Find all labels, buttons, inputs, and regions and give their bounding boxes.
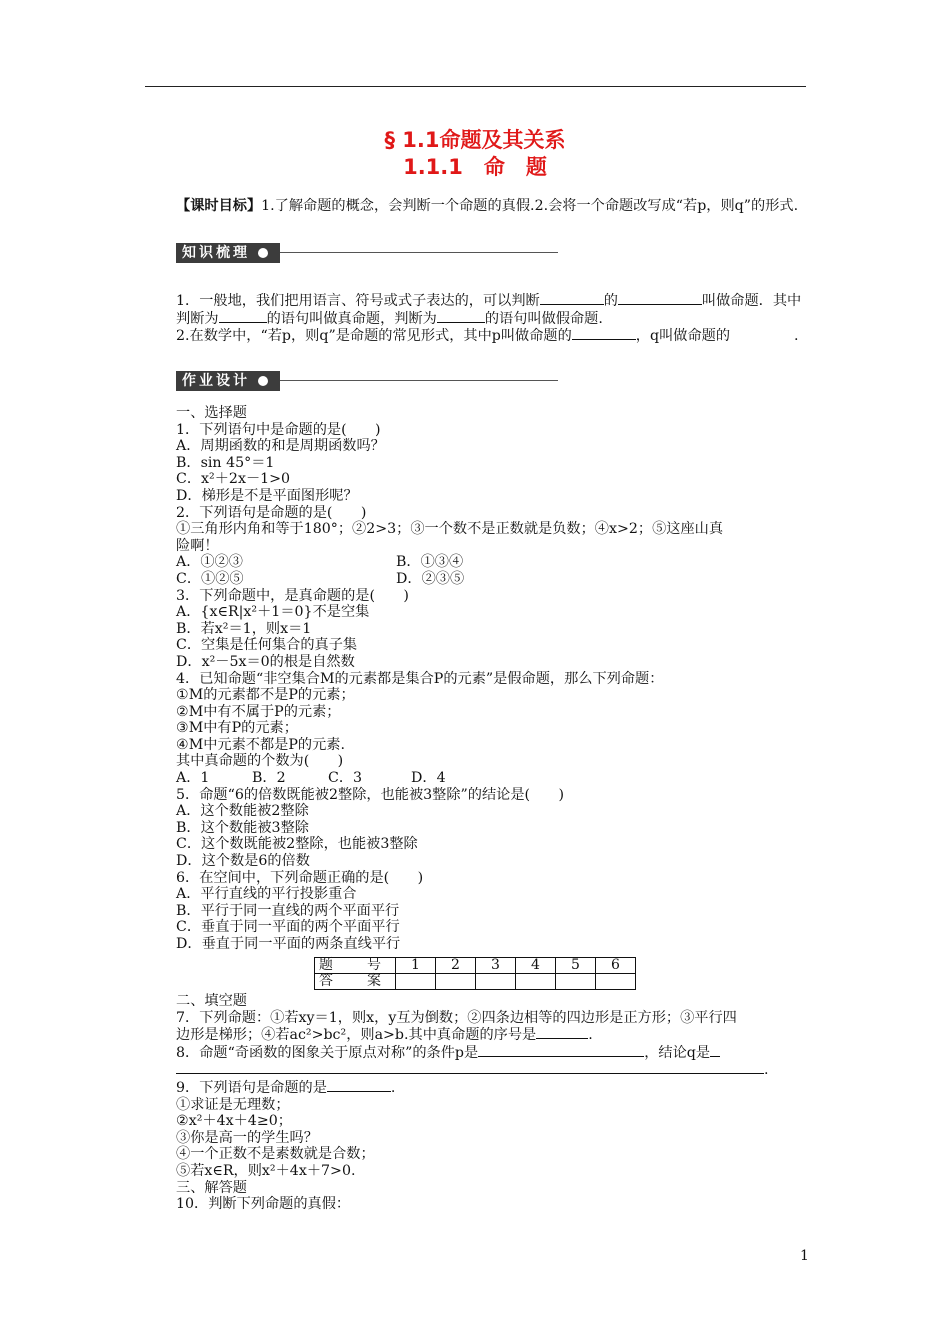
- answer-cell-2[interactable]: [436, 974, 476, 990]
- q2-option-c: C．①②⑤: [176, 570, 244, 587]
- section-heading-answer: 三、解答题: [176, 1179, 247, 1196]
- q2-option-b: B．①③④: [396, 554, 464, 571]
- q9-item-2: ②x²＋4x＋4≥0；: [176, 1113, 292, 1130]
- q9-end: .: [390, 1079, 396, 1096]
- table-cell-num: 5: [556, 958, 596, 974]
- k1-blank-1: [540, 292, 604, 305]
- table-cell-num: 3: [476, 958, 516, 974]
- q8-blank-q-start[interactable]: [710, 1044, 720, 1057]
- goal-label: 【课时目标】: [176, 198, 262, 214]
- k1-text-e: 的语句叫做假命题.: [484, 310, 603, 327]
- q7-line-2: 边形是梯形；④若ac²>bc²，则a>b.其中真命题的序号是: [176, 1027, 537, 1044]
- choice-section: [176, 405, 806, 953]
- q9-item-4: ④一个正数不是素数就是合数；: [176, 1146, 375, 1163]
- q7-end: .: [588, 1027, 593, 1044]
- q5-option-c: C．这个数既能被2整除，也能被3整除: [176, 836, 418, 853]
- page-title: § 1.1命题及其关系: [384, 128, 566, 152]
- q9-item-3: ③你是高一的学生吗？: [176, 1129, 318, 1146]
- answer-cell-6[interactable]: [596, 974, 636, 990]
- q6-option-a: A．平行直线的平行投影重合: [176, 886, 357, 903]
- k1-blank-3: [219, 310, 267, 323]
- lesson-goal: [176, 198, 806, 215]
- q1-option-b: B．sin 45°＝1: [176, 454, 275, 471]
- q3-option-b: B．若x²＝1，则x＝1: [176, 620, 312, 637]
- q10-stem: 10．判断下列命题的真假：: [176, 1196, 351, 1213]
- banner-line: [280, 252, 558, 253]
- table-row: [315, 958, 636, 974]
- q6-option-d: D．垂直于同一平面的两条直线平行: [176, 936, 401, 952]
- q6-stem: 6．在空间中，下列命题正确的是( ): [176, 869, 424, 886]
- q9-blank[interactable]: [327, 1079, 391, 1092]
- q7-blank[interactable]: [536, 1026, 588, 1039]
- table-header-answer: 答 案: [315, 974, 396, 990]
- q9-item-1: ①求证是无理数；: [176, 1096, 290, 1113]
- q4-option-c: C．3: [328, 770, 363, 787]
- k1-text-b: 的: [603, 293, 618, 309]
- q4-option-a: A．1: [176, 770, 210, 787]
- q4-ask: 其中真命题的个数为( ): [176, 753, 344, 770]
- table-cell-num: 4: [516, 958, 556, 974]
- q2-body-1: ①三角形内角和等于180°；②2>3；③一个数不是正数就是负数；④x>2；⑤这座山真: [176, 521, 724, 538]
- k2-text-a: 2.在数学中，“若p，则q”是命题的常见形式，其中p叫做命题的: [176, 328, 572, 345]
- answer-cell-4[interactable]: [516, 974, 556, 990]
- section-heading-fill: 二、填空题: [176, 993, 247, 1009]
- q1-option-d: D．梯形是不是平面图形呢？: [176, 487, 358, 504]
- q3-option-a: A．{x∈R|x²＋1＝0}不是空集: [176, 604, 370, 621]
- q5-option-a: A．这个数能被2整除: [176, 803, 309, 820]
- section-heading-choice: 一、选择题: [176, 405, 247, 421]
- banner-line: [280, 380, 558, 381]
- answer-cell-3[interactable]: [476, 974, 516, 990]
- q2-options-cd: [176, 571, 806, 588]
- q2-options-ab: [176, 554, 806, 571]
- table-cell-num: 6: [596, 958, 636, 974]
- banner-knowledge-label: 知识梳理: [176, 243, 280, 263]
- q8-blank-q[interactable]: [176, 1061, 764, 1074]
- k2-text-b: ，q叫做命题的: [635, 328, 731, 345]
- k1-text-c: 叫做命题．其中判断为: [176, 293, 802, 327]
- table-cell-num: 1: [396, 958, 436, 974]
- q1-option-a: A．周期函数的和是周期函数吗？: [176, 438, 385, 455]
- q3-option-d: D．x²－5x＝0的根是自然数: [176, 653, 355, 670]
- q4-options: [176, 770, 806, 787]
- k2-text-c: .: [794, 328, 799, 345]
- k1-text-a: 1．一般地，我们把用语言、符号或式子表达的，可以判断: [176, 293, 540, 309]
- q1-stem: 1．下列语句中是命题的是( ): [176, 421, 381, 438]
- q4-option-d: D．4: [411, 770, 446, 787]
- banner-homework-label: 作业设计: [176, 371, 280, 391]
- top-rule: [145, 86, 806, 87]
- q1-option-c: C．x²＋2x－1>0: [176, 471, 291, 488]
- q6-option-b: B．平行于同一直线的两个平面平行: [176, 902, 400, 919]
- banner-dot-icon: [258, 376, 268, 386]
- k2-blank-2: [730, 327, 794, 340]
- page-number: 1: [800, 1248, 809, 1264]
- k1-text-d: 的语句叫做真命题，判断为: [266, 310, 437, 327]
- q9-item-5: ⑤若x∈R，则x²＋4x＋7>0.: [176, 1162, 356, 1179]
- q7-line-1: 7．下列命题：①若xy＝1，则x，y互为倒数；②四条边相等的四边形是正方形；③平行四: [176, 1009, 737, 1026]
- q4-item-3: ③M中有P的元素；: [176, 720, 298, 737]
- q2-option-a: A．①②③: [176, 554, 243, 571]
- q8-blank-p[interactable]: [478, 1044, 644, 1057]
- q3-stem: 3．下列命题中，是真命题的是( ): [176, 587, 409, 604]
- page-subtitle: 1.1.1 命 题: [403, 155, 547, 179]
- q2-option-d: D．②③⑤: [396, 570, 465, 587]
- q4-item-1: ①M的元素都不是P的元素；: [176, 687, 355, 704]
- q3-option-c: C．空集是任何集合的真子集: [176, 637, 358, 654]
- q5-stem: 5．命题“6的倍数既能被2整除，也能被3整除”的结论是( ): [176, 786, 564, 803]
- banner-dot-icon: [258, 248, 268, 258]
- q8-text-a: 8．命题“奇函数的图象关于原点对称”的条件p是: [176, 1044, 479, 1061]
- k2-blank-1: [572, 327, 636, 340]
- knowledge-section: [176, 292, 806, 345]
- table-cell-num: 2: [436, 958, 476, 974]
- goal-text: 1.了解命题的概念，会判断一个命题的真假.2.会将一个命题改写成“若p，则q”的形式.: [261, 198, 799, 214]
- table-row: [315, 974, 636, 990]
- q4-item-4: ④M中元素不都是P的元素.: [176, 736, 345, 753]
- q8-text-b: ，结论q是: [644, 1044, 711, 1061]
- fill-section: [176, 993, 806, 1213]
- q9-stem: 9．下列语句是命题的是: [176, 1079, 327, 1096]
- answer-cell-1[interactable]: [396, 974, 436, 990]
- q2-body-2: 险啊！: [176, 537, 219, 554]
- q6-option-c: C．垂直于同一平面的两个平面平行: [176, 919, 400, 936]
- q2-stem: 2．下列语句是命题的是( ): [176, 504, 367, 521]
- q4-option-b: B．2: [252, 770, 286, 787]
- answer-table: [314, 957, 636, 990]
- q5-option-b: B．这个数能被3整除: [176, 819, 309, 836]
- table-header-number: 题 号: [315, 958, 396, 974]
- q8-end: .: [764, 1062, 769, 1079]
- q4-stem: 4．已知命题“非空集合M的元素都是集合P的元素”是假命题，那么下列命题：: [176, 670, 664, 687]
- k1-blank-2: [618, 292, 702, 305]
- answer-cell-5[interactable]: [556, 974, 596, 990]
- q5-option-d: D．这个数是6的倍数: [176, 853, 310, 870]
- q4-item-2: ②M中有不属于P的元素；: [176, 703, 341, 720]
- k1-blank-4: [437, 310, 485, 323]
